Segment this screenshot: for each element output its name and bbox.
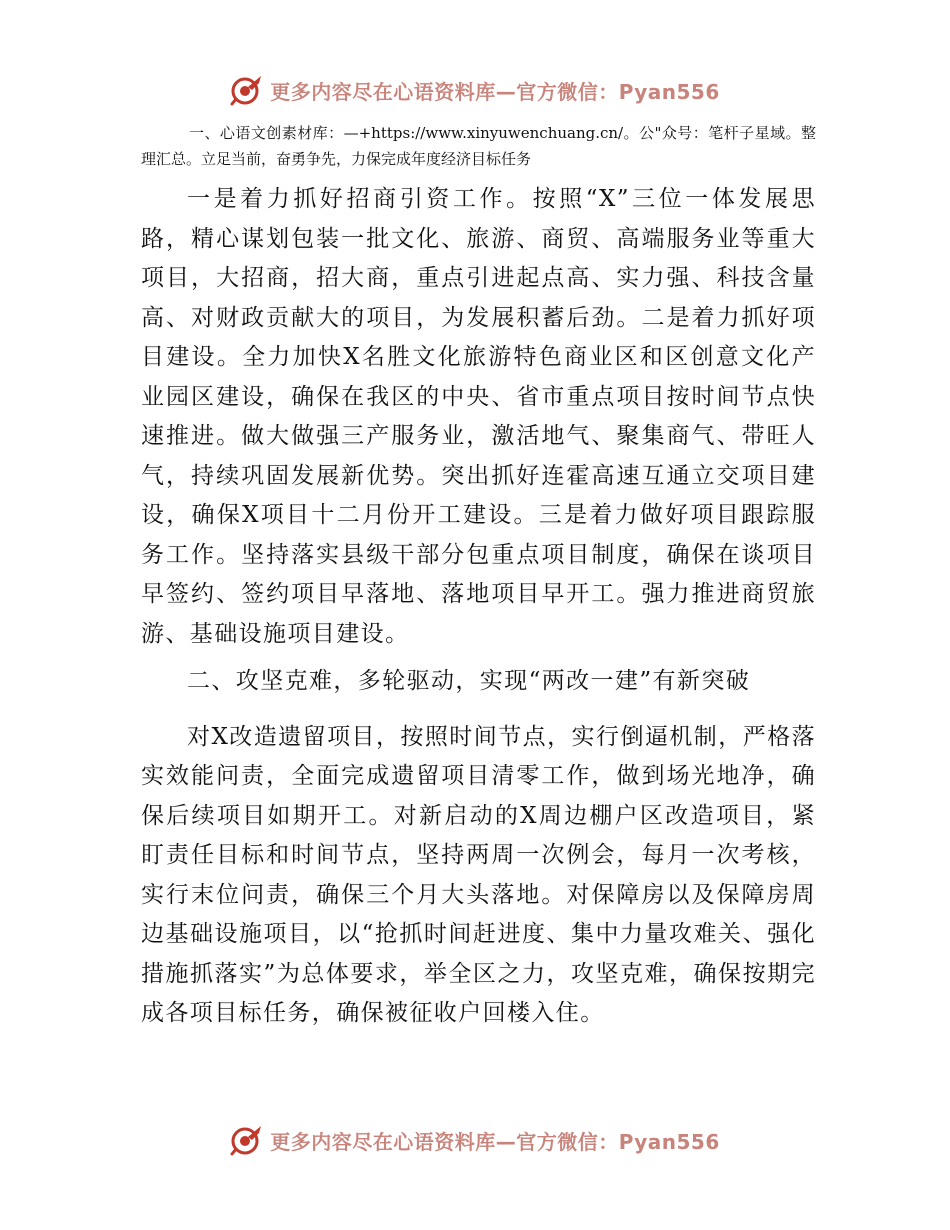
pen-nib-logo-icon [230, 1123, 264, 1157]
document-body [141, 120, 816, 1042]
pen-nib-logo-icon [230, 73, 264, 107]
intro-text: 一、心语文创素材库：—+https://www.xinyuwenchuang.cn/。公"众号：笔杆子星域。整理汇总。立足当前，奋勇争先，力保完成年度经济目标任务 [141, 124, 816, 168]
paragraph-1: 一是着力抓好招商引资工作。按照“X”三位一体发展思路，精心谋划包装一批文化、旅游、商贸、高端服务业等重大项目，大招商，招大商，重点引进起点高、实力强、科技含量高、对财政贡献大的项目，为发展积蓄后劲。二是着力抓好项目建设。全力加快X名胜文化旅游特色商业区和区创意文化产业园区建设，确保在我区的中央、省市重点项目按时间节点快速推进。做大做强三产服务业，激活地气、聚集商气、带旺人气，持续巩固发展新优势。突出抓好连霍高速互通立交项目建设，确保X项目十二月份开工建设。三是着力做好项目跟踪服务工作。坚持落实县级干部分包重点项目制度，确保在谈项目早签约、签约项目早落地、落地项目早开工。强力推进商贸旅游、基础设施项目建设。 [141, 186, 816, 647]
section-heading: 二、攻坚克难，多轮驱动，实现“两改一建”有新突破 [187, 668, 751, 694]
footer-banner [0, 1120, 950, 1160]
paragraph-2: 对X改造遗留项目，按照时间节点，实行倒逼机制，严格落实效能问责，全面完成遗留项目清零工作，做到场光地净，确保后续项目如期开工。对新启动的X周边棚户区改造项目，紧盯责任目标和时间节点，坚持两周一次例会，每月一次考核，实行末位问责，确保三个月大头落地。对保障房以及保障房周边基础设施项目，以“抢抓时间赶进度、集中力量攻难关、强化措施抓落实”为总体要求，举全区之力，攻坚克难，确保按期完成各项目标任务，确保被征收户回楼入住。 [141, 723, 816, 1026]
footer-banner-text: 更多内容尽在心语资料库—官方微信：Pyan556 [270, 1129, 720, 1154]
header-banner-text: 更多内容尽在心语资料库—官方微信：Pyan556 [270, 79, 720, 104]
header-banner [0, 70, 950, 110]
